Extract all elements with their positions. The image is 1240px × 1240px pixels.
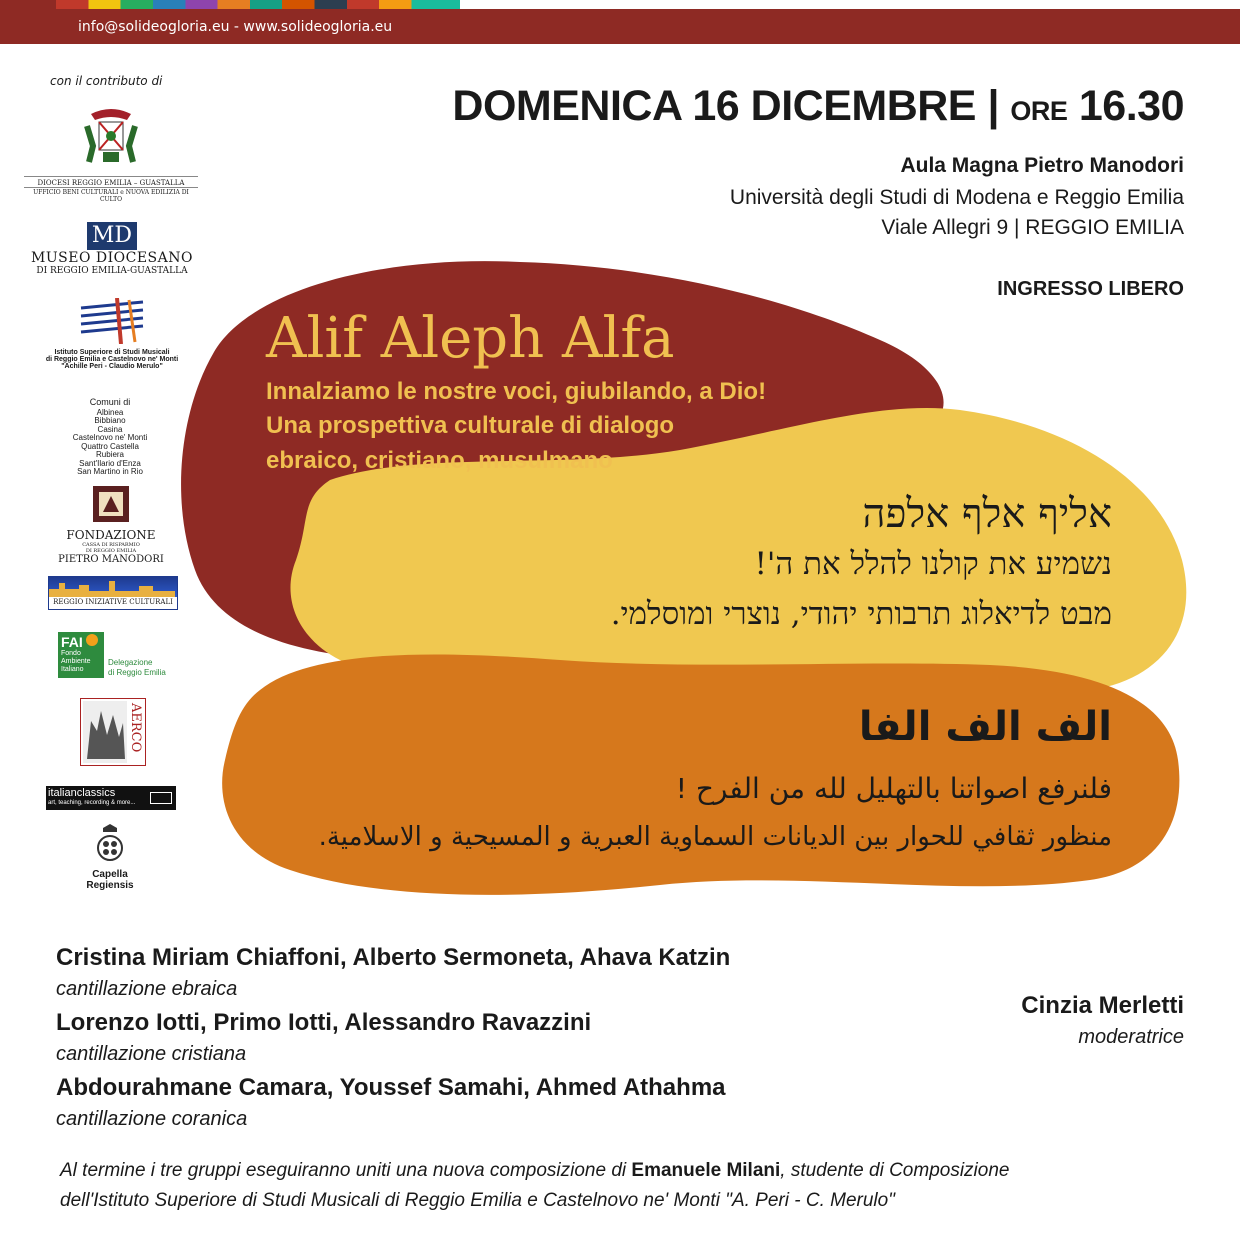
contact-info[interactable]: info@solideogloria.eu - www.solideogloria.eu: [78, 19, 393, 35]
hebrew-line-2: נשמיע את קולנו להלל את ה'!: [754, 546, 1112, 582]
museo-mark: MD: [87, 222, 137, 250]
moderator-name: Cinzia Merletti: [1021, 992, 1184, 1019]
event-title: Alif Aleph Alfa: [266, 306, 675, 371]
event-subtitle-1: Innalziamo le nostre voci, giubilando, a Dio!: [266, 378, 767, 405]
istituto-line3: "Achille Peri - Claudio Merulo": [61, 363, 163, 370]
comuni-title: Comuni di: [89, 397, 131, 407]
comune-item: Castelnovo ne' Monti: [72, 433, 148, 442]
comune-item: Albinea: [96, 407, 124, 417]
comune-item: San Martino in Rio: [77, 467, 143, 476]
footer-line1-end: , studente di Composizione: [780, 1160, 1010, 1181]
comune-item: Casina: [97, 424, 123, 434]
diocesi-line2: UFFICIO BENI CULTURALI e NUOVA EDILIZIA DI CULTO: [24, 187, 198, 203]
ric-label: REGGIO INIZIATIVE CULTURALI: [53, 598, 173, 606]
fondazione-line1: FONDAZIONE: [66, 528, 156, 542]
venue-name: Aula Magna Pietro Manodori: [900, 154, 1184, 177]
museo-line2: DI REGGIO EMILIA-GUASTALLA: [36, 266, 188, 276]
arabic-title: الف الف الفا: [858, 704, 1112, 750]
event-separator: |: [987, 82, 999, 130]
ore-label: ORE: [1010, 96, 1068, 126]
arabic-line-2: فلنرفع اصواتنا بالتهليل لله من الفرح !: [675, 772, 1112, 805]
hebrew-title: אליף אלף אלפה: [862, 491, 1112, 537]
event-subtitle-3: ebraico, cristiano, musulmano: [266, 447, 613, 474]
admission-label: INGRESSO LIBERO: [997, 278, 1184, 300]
venue-university: Università degli Studi di Modena e Reggio Emilia: [729, 186, 1184, 209]
fondazione-line2: CASSA DI RISPARMIO: [82, 542, 140, 548]
fai-line1: Fondo: [61, 650, 81, 657]
performer-role-3: cantillazione coranica: [56, 1108, 248, 1130]
event-time: 16.30: [1078, 82, 1184, 130]
comune-item: Bibbiano: [94, 416, 126, 425]
performer-role-2: cantillazione cristiana: [56, 1043, 247, 1065]
performer-role-1: cantillazione ebraica: [56, 978, 238, 1000]
footer-line-1: [60, 1160, 1009, 1182]
italianclassics-line2: art, teaching, recording & more...: [48, 800, 136, 806]
contribution-label: con il contributo di: [50, 74, 163, 88]
arabic-line-3: منظور ثقافي للحوار بين الديانات السماوية العبرية و المسيحية و الاسلامية.: [318, 822, 1112, 852]
comune-item: Rubiera: [95, 450, 124, 459]
capella-line1: Capella: [92, 869, 128, 880]
moderator-role: moderatrice: [1078, 1026, 1184, 1048]
comune-item: Sant'Ilario d'Enza: [79, 458, 141, 468]
footer-line1-start: Al termine i tre gruppi eseguiranno uniti una nuova composizione di: [60, 1160, 632, 1181]
footer-line-2: dell'Istituto Superiore di Studi Musicali di Reggio Emilia e Castelnovo ne' Monti "A. Peri - C. Merulo": [60, 1190, 895, 1211]
fai-line2: Ambiente: [61, 658, 91, 665]
istituto-line2: di Reggio Emilia e Castelnovo ne' Monti: [45, 356, 179, 363]
hebrew-line-3: מבט לדיאלוג תרבותי יהודי, נוצרי ומוסלמי.: [610, 596, 1112, 632]
aerco-label: AERCO: [128, 703, 143, 753]
performer-group-2: Lorenzo Iotti, Primo Iotti, Alessandro Ravazzini: [56, 1009, 592, 1036]
comune-item: Quattro Castella: [81, 441, 139, 451]
event-date: DOMENICA 16 DICEMBRE: [452, 82, 976, 130]
fai-mark: FAI: [61, 634, 83, 650]
fondazione-line4: PIETRO MANODORI: [58, 554, 164, 565]
fai-deleg1: Delegazione: [108, 658, 153, 667]
museo-line1: MUSEO DIOCESANO: [31, 250, 193, 266]
italianclassics-line1: italianclassics: [48, 787, 116, 799]
capella-line2: Regiensis: [86, 880, 134, 891]
venue-address: Viale Allegri 9 | REGGIO EMILIA: [881, 216, 1184, 239]
istituto-line1: Istituto Superiore di Studi Musicali: [54, 349, 170, 356]
fai-line3: Italiano: [61, 666, 84, 673]
fondazione-line3: DI REGGIO EMILIA: [85, 548, 137, 554]
performer-group-3: Abdourahmane Camara, Youssef Samahi, Ahmed Athahma: [56, 1074, 726, 1101]
event-subtitle-2: Una prospettiva culturale di dialogo: [266, 412, 675, 439]
diocesi-line1: DIOCESI REGGIO EMILIA – GUASTALLA: [24, 176, 198, 187]
fai-deleg2: di Reggio Emilia: [108, 668, 166, 677]
performer-group-1: Cristina Miriam Chiaffoni, Alberto Sermoneta, Ahava Katzin: [56, 944, 731, 971]
composer-name: Emanuele Milani: [631, 1160, 781, 1181]
